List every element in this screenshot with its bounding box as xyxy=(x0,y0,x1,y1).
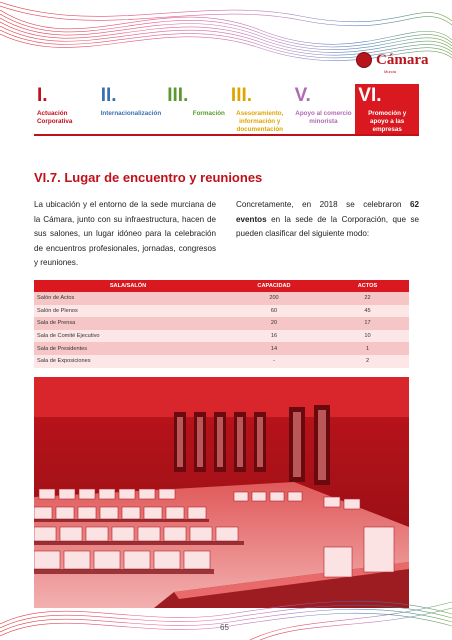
chapter-nav xyxy=(34,84,419,134)
room-name: Sala de Exposiciones xyxy=(34,355,222,368)
tab-label: Asesoramiento, información y documentación xyxy=(236,110,284,133)
column-header: CAPACIDAD xyxy=(222,280,326,292)
decorative-wave-footer xyxy=(0,596,452,640)
tab-number: I. xyxy=(37,85,48,106)
body-text-part: Concretamente, en 2018 se celebraron xyxy=(236,200,410,209)
body-text-left: La ubicación y el entorno de la sede murciana de la Cámara, junto con su infraestructura, hacen de sus salones, un lugar idóneo para la celebración de encuentros profesionales, jornadas, congresos y reuniones. xyxy=(34,200,216,268)
room-events: 45 xyxy=(326,305,409,318)
room-capacity: 20 xyxy=(222,317,326,330)
table-row xyxy=(34,330,409,343)
room-capacity: - xyxy=(222,355,326,368)
room-capacity: 14 xyxy=(222,342,326,355)
seal-icon xyxy=(356,52,372,68)
tab-number: V. xyxy=(294,85,311,106)
room-events: 1 xyxy=(326,342,409,355)
room-capacity: 16 xyxy=(222,330,326,343)
auditorium-photo xyxy=(34,377,409,608)
room-name: Salón de Actos xyxy=(34,292,222,305)
rooms-table xyxy=(34,280,409,368)
room-name: Sala de Prensa xyxy=(34,317,222,330)
room-name: Sala de Comité Ejecutivo xyxy=(34,330,222,343)
tab-label: Promoción y apoyo a las empresas xyxy=(368,110,407,133)
room-name: Sala de Presidentes xyxy=(34,342,222,355)
column-header: SALA/SALÓN xyxy=(34,280,222,292)
body-text-part: en la sede de la Corporación, que se pueden clasificar del siguiente modo: xyxy=(236,214,419,239)
room-events: 17 xyxy=(326,317,409,330)
logo-subtitle: Murcia xyxy=(384,69,397,74)
tab-actuacion-corporativa[interactable] xyxy=(34,84,98,134)
tab-number: VI. xyxy=(358,85,382,106)
tab-promocion-empresas[interactable] xyxy=(355,84,419,134)
tab-label: Formación xyxy=(192,110,225,117)
room-capacity: 200 xyxy=(222,292,326,305)
tab-internacionalizacion[interactable] xyxy=(98,84,165,134)
room-events: 10 xyxy=(326,330,409,343)
column-header: ACTOS xyxy=(326,280,409,292)
room-name: Salón de Plenos xyxy=(34,305,222,318)
section-title: VI.7. Lugar de encuentro y reuniones xyxy=(34,170,263,185)
tab-asesoramiento[interactable] xyxy=(228,84,292,134)
tab-comercio-minorista[interactable] xyxy=(292,84,356,134)
tab-label: Apoyo al comercio minorista xyxy=(295,110,352,125)
table-row xyxy=(34,317,409,330)
tab-number: III. xyxy=(167,85,189,106)
table-row xyxy=(34,342,409,355)
tab-formacion[interactable] xyxy=(164,84,228,134)
logo-text: Cámara xyxy=(376,51,429,68)
room-events: 2 xyxy=(326,355,409,368)
table-row xyxy=(34,305,409,318)
body-text-right xyxy=(236,198,419,242)
page-number: 65 xyxy=(220,623,229,632)
table-row xyxy=(34,355,409,368)
tab-number: II. xyxy=(100,85,117,106)
room-capacity: 60 xyxy=(222,305,326,318)
tab-label: Internacionalización xyxy=(100,110,162,117)
highlight-count: 62 eventos xyxy=(236,200,419,224)
table-row xyxy=(34,292,409,305)
tab-number: III. xyxy=(230,85,253,106)
tab-label: Actuación Corporativa xyxy=(37,110,73,125)
table-header-row xyxy=(34,280,409,292)
room-events: 22 xyxy=(326,292,409,305)
nav-divider xyxy=(34,134,419,136)
